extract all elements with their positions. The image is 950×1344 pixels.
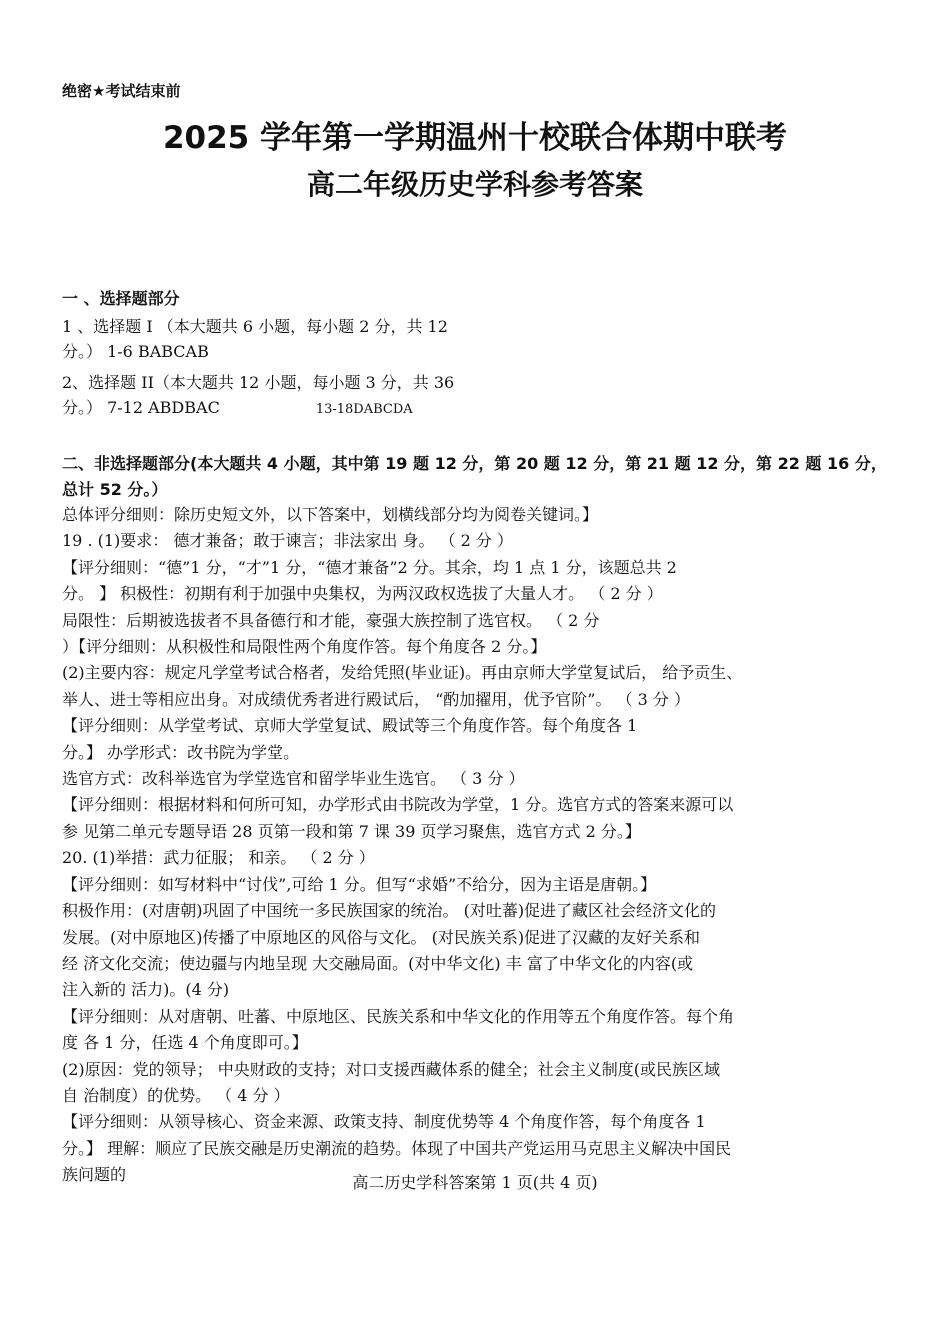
section-2-heading: 二、非选择题部分(本大题共 4 小题，其中第 19 题 12 分，第 20 题 12 分，第 21 题 12 分，第 22 题 16 分，总计 52 分。） [62,454,887,499]
answer-line: 自 治制度）的优势。 （ 4 分 ） [62,1085,290,1105]
answer-line: 分。 】 积极性：初期有利于加强中央集权，为两汉政权选拔了大量人才。 （ 2 分 ） [62,584,663,604]
answer-line: 【评分细则：“德”1 分，“才”1 分，“德才兼备”2 分。其余，均 1 点 1 分，该题总共 2 [62,557,677,577]
mc2-line2 [62,395,532,422]
mc2-line1: 2、选择题 II（本大题共 12 小题，每小题 3 分，共 36 [62,373,455,392]
answer-line: 【评分细则：根据材料和何所可知，办学形式由书院改为学堂，1 分。选官方式的答案来源可以 [62,795,734,815]
answer-line: 族问题的 [62,1165,127,1185]
answer-line: (2)主要内容：规定凡学堂考试合格者，发给凭照(毕业证)。再由京师大学堂复试后， 给予贡生、 [62,663,743,683]
answer-line: 分。】 办学形式：改书院为学堂。 [62,742,300,762]
multiple-choice-2 [62,370,532,422]
answer-line: 局限性：后期被选拔者不具备德行和才能，豪强大族控制了选官权。 （ 2 分 [62,610,600,630]
answer-line: 【评分细则：从对唐朝、吐蕃、中原地区、民族关系和中华文化的作用等五个角度作答。每个角 [62,1006,735,1026]
mc2-answer-a: 分。） 7-12 ABDBAC [62,398,220,417]
exam-title: 2025 学年第一学期温州十校联合体期中联考 [162,120,788,156]
answer-line: 分。】 理解：顺应了民族交融是历史潮流的趋势。体现了中国共产党运用马克思主义解决中国民 [62,1138,732,1158]
confidential-label: 绝密★考试结束前 [62,82,181,100]
mc1-line2: 分。） 1-6 BABCAB [62,342,209,361]
answer-body [62,502,890,1189]
answer-line: ）【评分细则：从积极性和局限性两个角度作答。每个角度各 2 分。】 [62,637,547,657]
answer-line: 发展。(对中原地区)传播了中原地区的风俗与文化。 (对民族关系)促进了汉藏的友好关系和 [62,927,701,947]
answer-line: 举人、进士等相应出身。对成绩优秀者进行殿试后， “酌加擢用，优予官阶”。 （ 3 分 ） [62,689,690,709]
answer-line: 经 济文化交流；使边疆与内地呈现 大交融局面。(对中华文化) 丰 富了中华文化的内容(或 [62,953,694,973]
page-footer: 高二历史学科答案第 1 页(共 4 页) [352,1173,598,1192]
answer-line: 参 见第二单元专题导语 28 页第一段和第 7 课 39 页学习聚焦，选官方式 2 分。】 [62,821,641,841]
mc1-line1: 1 、选择题 I （本大题共 6 小题，每小题 2 分，共 12 [62,317,448,336]
mc2-answer-b: 13-18DABCDA [315,402,413,417]
answer-line: 注入新的 活力)。(4 分) [62,980,230,1000]
answer-line: 积极作用：(对唐朝)巩固了中国统一多民族国家的统治。 (对吐蕃)促进了藏区社会经济文化的 [62,901,717,921]
answer-line: 【评分细则：如写材料中“讨伐”,可给 1 分。但写“求婚”不给分，因为主语是唐朝。】 [62,874,657,894]
answer-line: 度 各 1 分，任选 4 个角度即可。】 [62,1033,308,1053]
answer-line: 20. (1)举措：武力征服； 和亲。 （ 2 分 ） [62,848,375,868]
answer-line: 【评分细则：从学堂考试、京师大学堂复试、殿试等三个角度作答。每个角度各 1 [62,716,638,736]
answer-line: 选官方式：改科举选官为学堂选官和留学毕业生选官。 （ 3 分 ） [62,769,525,789]
section-1-heading: 一 、选择题部分 [62,289,180,308]
answer-line: (2)原因：党的领导； 中央财政的支持；对口支援西藏体系的健全；社会主义制度(或民族区域 [62,1059,720,1079]
answer-line: 总体评分细则：除历史短文外，以下答案中，划横线部分均为阅卷关键词。】 [62,505,599,524]
multiple-choice-1 [62,314,532,364]
answer-line: 【评分细则：从领导核心、资金来源、政策支持、制度优势等 4 个角度作答，每个角度各 1 [62,1112,706,1132]
answer-line: 19 . (1)要求： 德才兼备；敢于谏言；非法家出 身。 （ 2 分 ） [62,531,513,551]
exam-subtitle: 高二年级历史学科参考答案 [306,168,643,201]
